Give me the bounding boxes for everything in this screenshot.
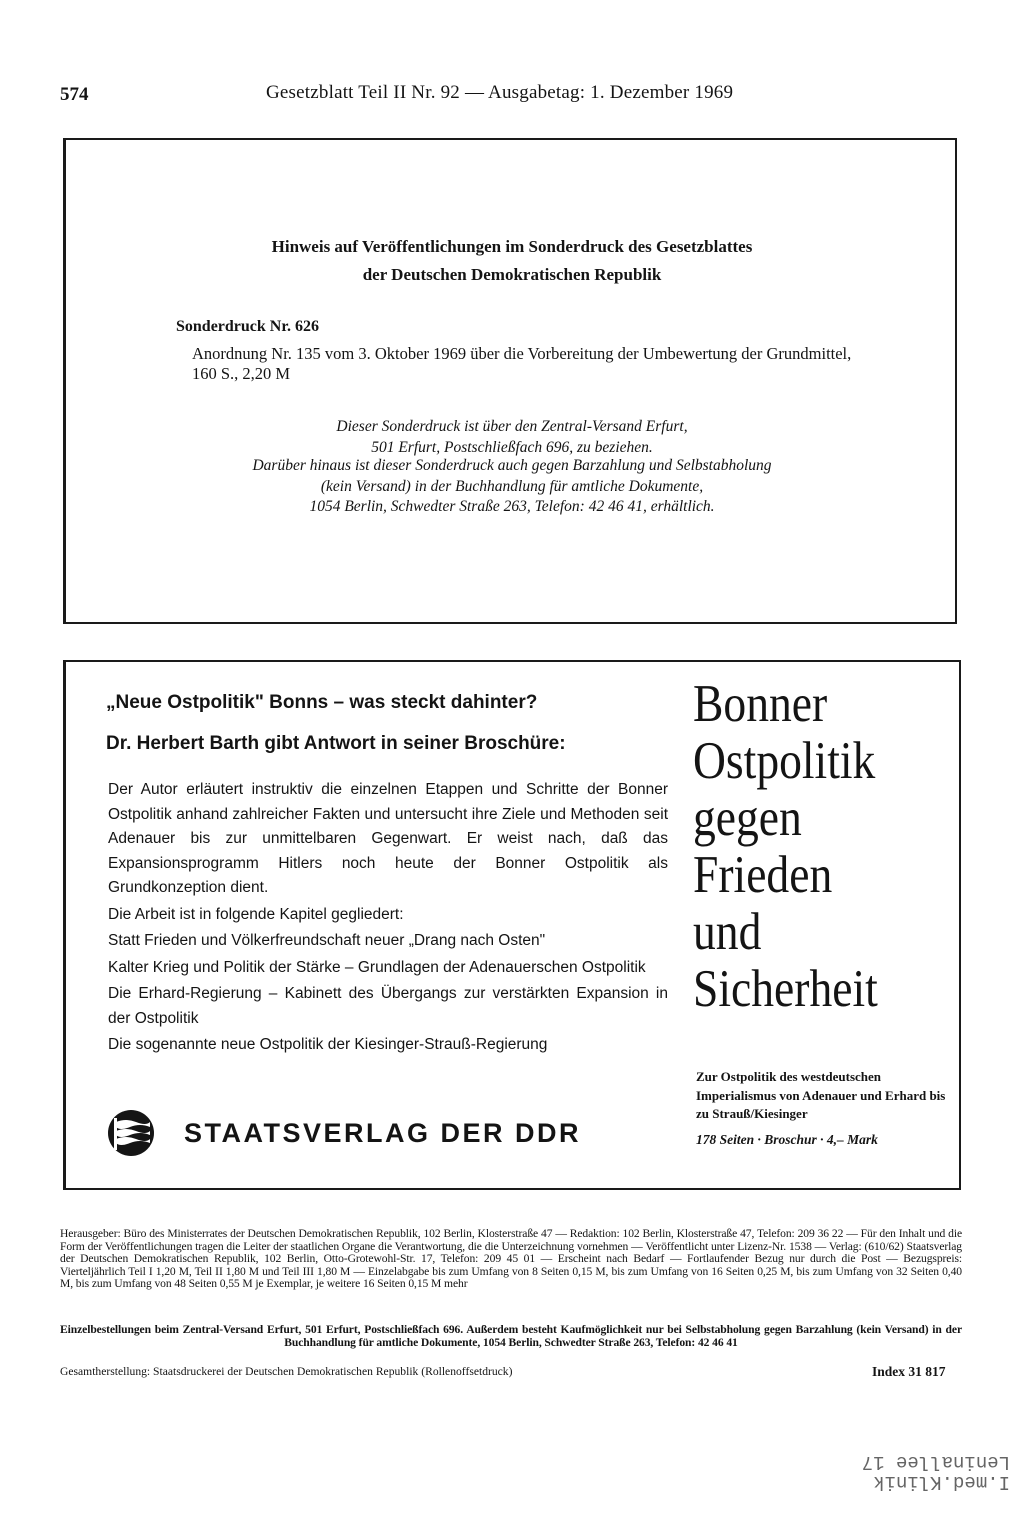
bezug-line1: Dieser Sonderdruck ist über den Zentral-Versand Erfurt, [336,418,688,435]
publisher-block [106,1108,581,1158]
barzahlung-line1: Darüber hinaus ist dieser Sonderdruck auch gegen Barzahlung und Selbstabholung [252,457,772,474]
ad-intro: Der Autor erläutert instruktiv die einzelnen Etappen und Schritte der Bonner Ostpolitik anhand zahlreicher Fakten und untersucht ihre Ziele und Methoden seit Adenauer bis zur unmittelbaren Gegenwart. Er weist nach, daß das Expansionsprogramm Hitlers noch heute der Bonner Ostpolitik als Grundkonzeption dient. [108,781,668,896]
index-number: Index 31 817 [872,1364,946,1379]
chapter-item: Die sogenannte neue Ostpolitik der Kiesinger-Strauß-Regierung [108,1036,548,1053]
chapter-item: Kalter Krieg und Politik der Stärke – Grundlagen der Adenauerschen Ostpolitik [108,958,646,976]
stamp-line2: Leninallee 17 [861,1451,1010,1473]
sonderdruck-label: Sonderdruck Nr. 626 [176,318,319,335]
book-subtitle: Zur Ostpolitik des westdeutschen Imperialismus von Adenauer und Erhard bis zu Strauß/Kiesinger [696,1069,946,1121]
chapter-item: Die Erhard-Regierung – Kabinett des Übergangs zur verstärkten Expansion in der Ostpolitik [108,985,668,1027]
gesamtherstellung: Gesamtherstellung: Staatsdruckerei der Deutschen Demokratischen Republik (Rollenoffsetdruck) [60,1365,513,1378]
barzahlung-line2: (kein Versand) in der Buchhandlung für amtliche Dokumente, [320,477,704,495]
anordnung-text: Anordnung Nr. 135 vom 3. Oktober 1969 über die Vorbereitung der Umbewertung der Grundmittel, 160 S., 2,20 M [192,344,852,383]
book-title-line: Bonner [693,675,828,733]
bezug-line2: 501 Erfurt, Postschließfach 696, zu beziehen. [371,438,653,456]
ad-body [108,778,668,1060]
notice-title-line2: der Deutschen Demokratischen Republik [362,265,662,284]
ad-subheadline: Dr. Herbert Barth gibt Antwort in seiner Broschüre: [106,733,566,754]
ordering-paragraph: Einzelbestellungen beim Zentral-Versand Erfurt, 501 Erfurt, Postschließfach 696. Außerdem besteht Kaufmöglichkeit nur bei Selbstabholung gegen Barzahlung (kein Versand) in der Buchhandlung für amtliche Dokumente, 1054 Berlin, Schwedter Straße 263, Telefon: 42 46 41 [60,1323,962,1349]
bezug-text [0,417,1024,458]
book-title-line: und [693,903,762,961]
book-title-line: gegen [693,789,802,847]
barzahlung-line3: 1054 Berlin, Schwedter Straße 263, Telefon: 42 46 41, erhältlich. [309,498,715,515]
chapter-item: Statt Frieden und Völkerfreundschaft neuer „Drang nach Osten" [108,932,546,949]
book-title-line: Ostpolitik [693,732,876,790]
book-title [693,676,908,1018]
flag-logo-icon [106,1108,156,1158]
page-number: 574 [60,84,89,105]
barzahlung-text [0,456,1024,518]
notice-title-line1: Hinweis auf Veröffentlichungen im Sonderdruck des Gesetzblattes [271,237,753,256]
book-meta: 178 Seiten · Broschur · 4,– Mark [696,1132,878,1147]
book-title-line: Frieden [693,846,833,904]
publisher-name: STAATSVERLAG DER DDR [184,1117,582,1148]
running-head: Gesetzblatt Teil II Nr. 92 — Ausgabetag: 1. Dezember 1969 [266,82,734,103]
stamp-line1: I.med.Klinik [873,1471,1010,1493]
book-title-line: Sicherheit [693,960,878,1018]
library-stamp [750,1452,1010,1492]
ad-headline: „Neue Ostpolitik" Bonns – was steckt dahinter? [106,692,538,713]
imprint-paragraph: Herausgeber: Büro des Ministerrates der Deutschen Demokratischen Republik, 102 Berlin, Klosterstraße 47 — Redaktion: 102 Berlin, Klosterstraße 47, Telefon: 209 36 22 — Für den Inhalt und die Form der Veröffentlichungen tragen die Leiter der staatlichen Organe die Verantwortung, die die Unterzeichnung vornehmen — Veröffentlicht unter Lizenz-Nr. 1538 — Verlag: (610/62) Staatsverlag der Deutschen Demokratischen Republik, 102 Berlin, Otto-Grotewohl-Str. 17, Telefon: 209 45 01 — Erscheint nach Bedarf — Fortlaufender Bezug nur durch die Post — Bezugspreis: Vierteljährlich Teil I 1,20 M, Teil II 1,80 M und Teil III 1,80 M — Einzelabgabe bis zum Umfang von 8 Seiten 0,15 M, bis zum Umfang von 16 Seiten 0,25 M, bis zum Umfang von 32 Seiten 0,40 M, bis zum Umfang von 48 Seiten 0,55 M je Exemplar, je weitere 16 Seiten 0,15 M mehr [60,1227,962,1290]
chapters-intro: Die Arbeit ist in folgende Kapitel gegliedert: [108,905,404,923]
